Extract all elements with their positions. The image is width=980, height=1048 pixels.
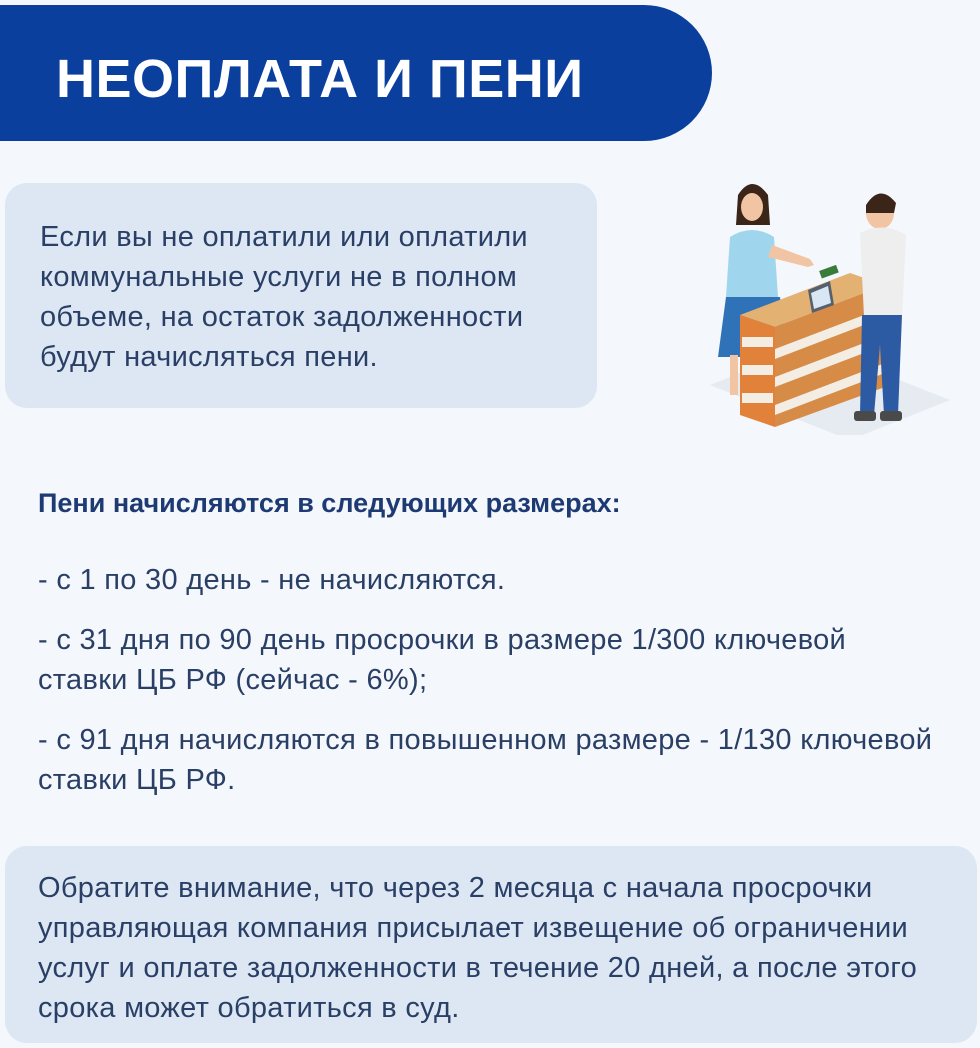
page-title: НЕОПЛАТА И ПЕНИ [56,49,584,109]
intro-box [5,183,597,408]
rate-item: - с 1 по 30 день - не начисляются. [38,564,506,596]
title-banner [0,5,712,141]
intro-text: Если вы не оплатили или оплатили коммунальные услуги не в полном объеме, на остаток задолженности будут начисляться пени. [40,221,528,373]
notice-box [5,846,977,1043]
rates-heading: Пени начисляются в следующих размерах: [38,488,621,518]
rate-item: - с 91 дня начисляются в повышенном размере - 1/130 ключевой ставки ЦБ РФ. [38,724,933,796]
rate-item: - с 31 дня по 90 день просрочки в размере 1/300 ключевой ставки ЦБ РФ (сейчас - 6%); [38,624,847,696]
cashier-counter-illustration [700,165,970,435]
notice-text: Обратите внимание, что через 2 месяца с начала просрочки управляющая компания присылает извещение об ограничении услуг и оплате задолженности в течение 20 дней, а после этого срока может обратиться в суд. [38,872,918,1024]
